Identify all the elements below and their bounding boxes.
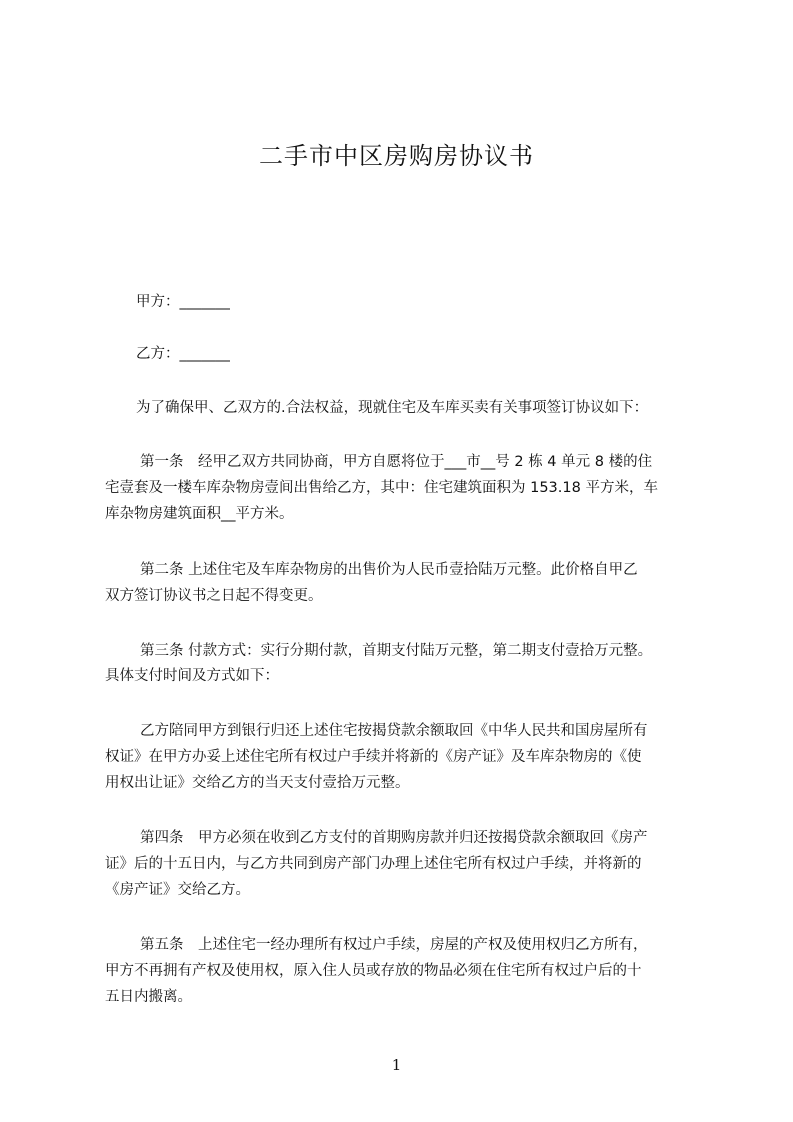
article-4-line-3: 《房产证》交给乙方。 [105, 882, 250, 898]
party-a-line: 甲方：_______ [136, 294, 231, 310]
party-b-line: 乙方：_______ [136, 346, 231, 362]
page-number: 1 [391, 1056, 402, 1074]
article-1-line-2: 宅壹套及一楼车库杂物房壹间出售给乙方，其中：住宅建筑面积为 153.18 平方米，车 [105, 480, 658, 496]
payment-detail-line-3: 用权出让证》交给乙方的当天支付壹拾万元整。 [105, 775, 410, 791]
article-5-line-2: 甲方不再拥有产权及使用权，原入住人员或存放的物品必须在住宅所有权过户后的十 [105, 963, 642, 979]
article-1-line-3: 库杂物房建筑面积__平方米。 [105, 506, 294, 522]
article-5-line-3: 五日内搬离。 [105, 989, 192, 1005]
document-title: 二手市中区房购房协议书 [259, 142, 534, 170]
article-2-line-1: 第二条 上述住宅及车库杂物房的出售价为人民币壹拾陆万元整。此价格自甲乙 [140, 562, 638, 578]
article-4-line-1: 第四条 甲方必须在收到乙方支付的首期购房款并归还按揭贷款余额取回《房产 [140, 830, 648, 846]
article-3-line-2: 具体支付时间及方式如下： [105, 668, 279, 684]
article-5-line-1: 第五条 上述住宅一经办理所有权过户手续，房屋的产权及使用权归乙方所有， [140, 937, 648, 953]
article-2-line-2: 双方签订协议书之日起不得变更。 [105, 588, 323, 604]
article-3-line-1: 第三条 付款方式：实行分期付款，首期支付陆万元整，第二期支付壹拾万元整。 [140, 643, 653, 659]
article-4-line-2: 证》后的十五日内，与乙方共同到房产部门办理上述住宅所有权过户手续，并将新的 [105, 856, 642, 872]
payment-detail-line-1: 乙方陪同甲方到银行归还上述住宅按揭贷款余额取回《中华人民共和国房屋所有 [140, 723, 648, 739]
payment-detail-line-2: 权证》在甲方办妥上述住宅所有权过户手续并将新的《房产证》及车库杂物房的《使 [105, 749, 642, 765]
article-1-line-1: 第一条 经甲乙双方共同协商，甲方自愿将位于___市__号 2 栋 4 单元 8 楼的住 [140, 454, 653, 470]
intro-paragraph: 为了确保甲、乙双方的.合法权益，现就住宅及车库买卖有关事项签订协议如下： [136, 400, 649, 416]
